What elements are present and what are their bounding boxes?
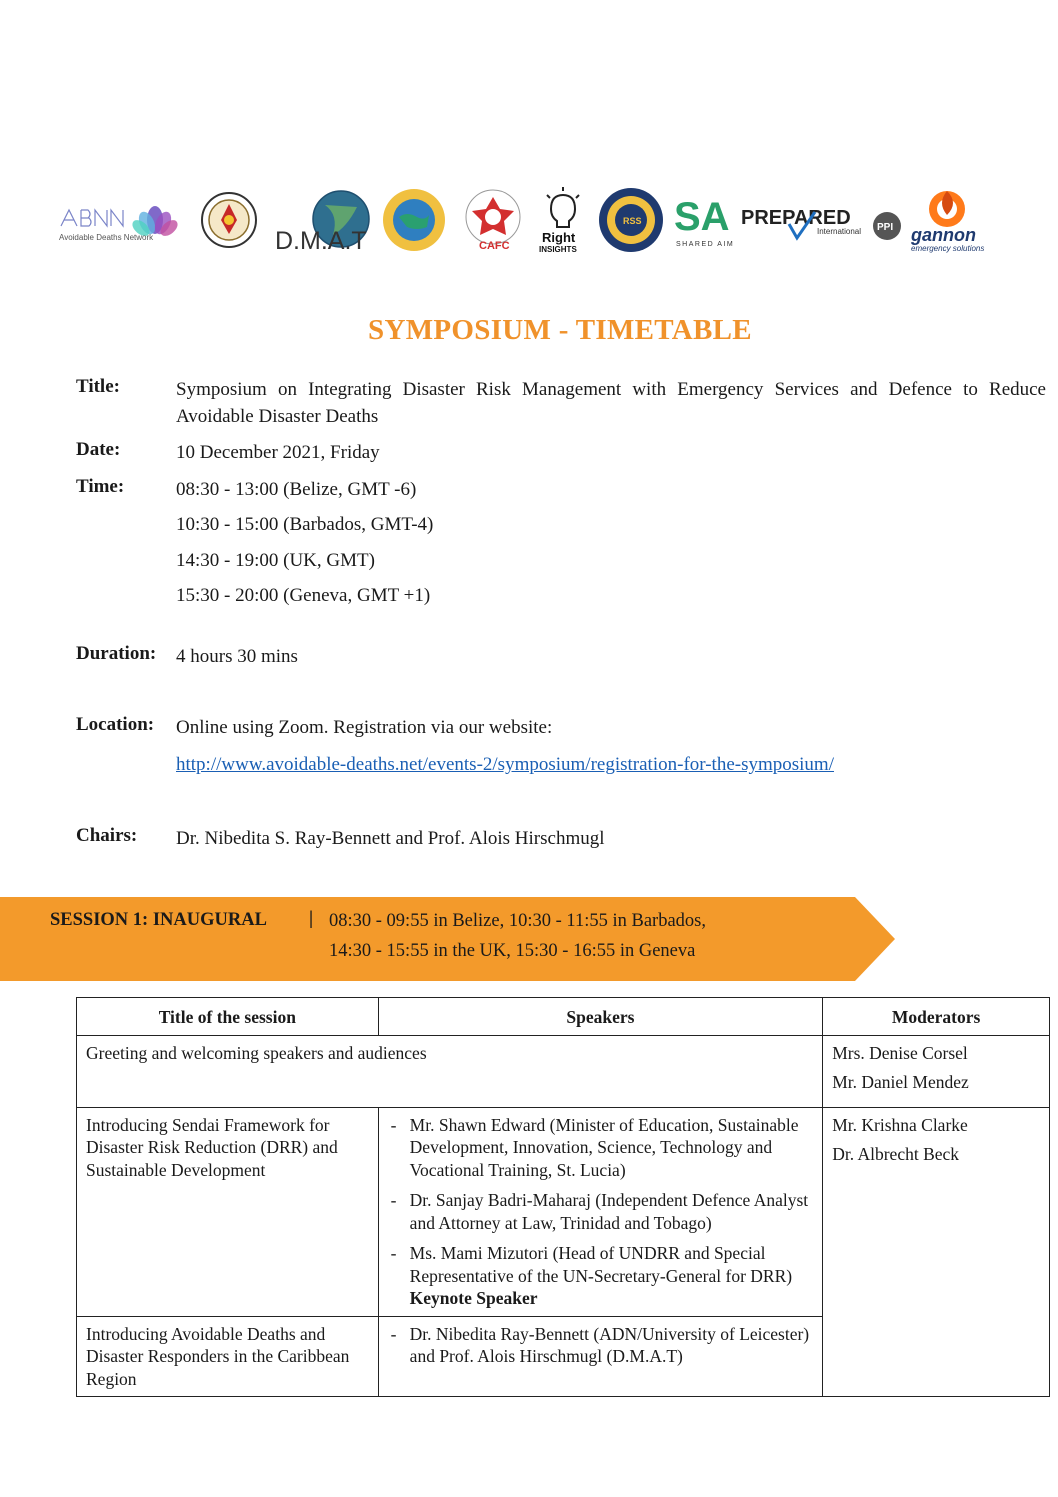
table-row	[77, 1107, 1050, 1316]
speaker-text: Ms. Mami Mizutori (Head of UNDRR and Special Representative of the UN-Secretary-General for DRR)	[409, 1243, 793, 1286]
duration-value: 4 hours 30 mins	[176, 646, 298, 667]
session-banner	[0, 897, 895, 981]
header-title: Title of the session	[77, 998, 379, 1036]
time-uk: 14:30 - 19:00 (UK, GMT)	[176, 550, 375, 571]
speaker-item	[388, 1242, 814, 1310]
logo-right-insights	[535, 185, 591, 255]
row-title: Introducing Avoidable Deaths and Disaster Responders in the Caribbean Region	[77, 1316, 379, 1397]
logo-gannon	[907, 185, 1017, 255]
row-speakers	[378, 1107, 823, 1316]
logo-regional-security-system	[595, 185, 667, 255]
row-moderators	[823, 1035, 1050, 1107]
speaker-text: Mr. Shawn Edward (Minister of Education, Sustainable Development, Innovation, Science, Technology and Vocational Training, St. Lucia)	[409, 1114, 799, 1180]
logo-caribbean-development-bank	[378, 185, 450, 255]
date-value: 10 December 2021, Friday	[176, 442, 380, 463]
header-speakers: Speakers	[378, 998, 823, 1036]
svg-text:PPI: PPI	[877, 222, 894, 233]
row-title: Greeting and welcoming speakers and audiences	[77, 1035, 823, 1107]
logo-prepared-international	[741, 185, 903, 255]
chairs-label: Chairs:	[76, 825, 138, 846]
logo-gannon-text: gannon	[911, 225, 976, 245]
keynote-badge: Keynote Speaker	[409, 1288, 538, 1308]
logo-cafc	[458, 185, 528, 255]
speaker-text: Dr. Sanjay Badri-Maharaj (Independent Defence Analyst and Attorney at Law, Trinidad and Tobago)	[409, 1190, 809, 1233]
page-title: SYMPOSIUM - TIMETABLE	[368, 314, 752, 346]
moderator: Mrs. Denise Corsel	[832, 1042, 968, 1063]
row-title: Introducing Sendai Framework for Disaster Risk Reduction (DRR) and Sustainable Development	[77, 1107, 379, 1316]
session-times-line2: 14:30 - 15:55 in the UK, 15:30 - 16:55 in Geneva	[329, 941, 696, 961]
speaker-item	[388, 1114, 814, 1182]
logo-avoidable-deaths-network	[55, 185, 190, 255]
svg-text:SA: SA	[674, 195, 730, 239]
moderator: Mr. Daniel Mendez	[832, 1072, 969, 1092]
time-label: Time:	[76, 476, 125, 497]
logo-shared-aim	[672, 185, 736, 255]
registration-link[interactable]: http://www.avoidable-deaths.net/events-2/symposium/registration-for-the-symposium/	[176, 754, 834, 775]
table-row	[77, 1035, 1050, 1107]
session-label: SESSION 1: INAUGURAL	[50, 910, 267, 930]
moderator: Dr. Albrecht Beck	[832, 1144, 960, 1164]
logo-adn-text: Avoidable Deaths Network	[59, 233, 154, 242]
logo-cafc-text: CAFC	[479, 240, 510, 252]
logo-fire-service	[197, 185, 261, 255]
logo-dmat	[273, 185, 373, 255]
speaker-text: Dr. Nibedita Ray-Bennett (ADN/University of Leicester) and Prof. Alois Hirschmugl (D.M.A.T)	[409, 1323, 810, 1366]
duration-label: Duration:	[76, 643, 157, 664]
row-moderators	[823, 1107, 1050, 1397]
svg-text:SHARED AIM: SHARED AIM	[676, 241, 735, 248]
svg-text:Right: Right	[542, 230, 576, 245]
location-label: Location:	[76, 714, 155, 735]
svg-text:International: International	[817, 227, 862, 236]
header-moderators: Moderators	[823, 998, 1050, 1036]
svg-text:emergency solutions: emergency solutions	[911, 244, 985, 253]
svg-text:RSS: RSS	[623, 216, 642, 226]
logo-dmat-text: D.M.A.T	[275, 227, 367, 255]
table-header-row	[77, 998, 1050, 1036]
partner-logos	[55, 185, 1025, 260]
session-table	[76, 997, 1050, 1397]
date-label: Date:	[76, 439, 121, 460]
chairs-value: Dr. Nibedita S. Ray-Bennett and Prof. Alois Hirschmugl	[176, 828, 605, 849]
time-barbados: 10:30 - 15:00 (Barbados, GMT-4)	[176, 514, 434, 535]
session-times-line1: 08:30 - 09:55 in Belize, 10:30 - 11:55 in Barbados,	[329, 911, 706, 931]
svg-text:INSIGHTS: INSIGHTS	[539, 245, 577, 254]
session-separator: |	[309, 909, 314, 929]
logo-prepared-text: PREPARED	[741, 207, 851, 229]
time-geneva: 15:30 - 20:00 (Geneva, GMT +1)	[176, 585, 431, 606]
title-label: Title:	[76, 376, 120, 397]
moderator: Mr. Krishna Clarke	[832, 1114, 968, 1135]
speaker-item	[388, 1189, 814, 1234]
speaker-item	[388, 1323, 814, 1368]
time-belize: 08:30 - 13:00 (Belize, GMT -6)	[176, 479, 417, 500]
event-info	[76, 375, 1050, 855]
title-value: Symposium on Integrating Disaster Risk Management with Emergency Services and Defence to Reduce Avoidable Disaster Deaths	[176, 379, 1046, 427]
location-value: Online using Zoom. Registration via our website:	[176, 717, 553, 738]
row-speakers	[378, 1316, 823, 1397]
